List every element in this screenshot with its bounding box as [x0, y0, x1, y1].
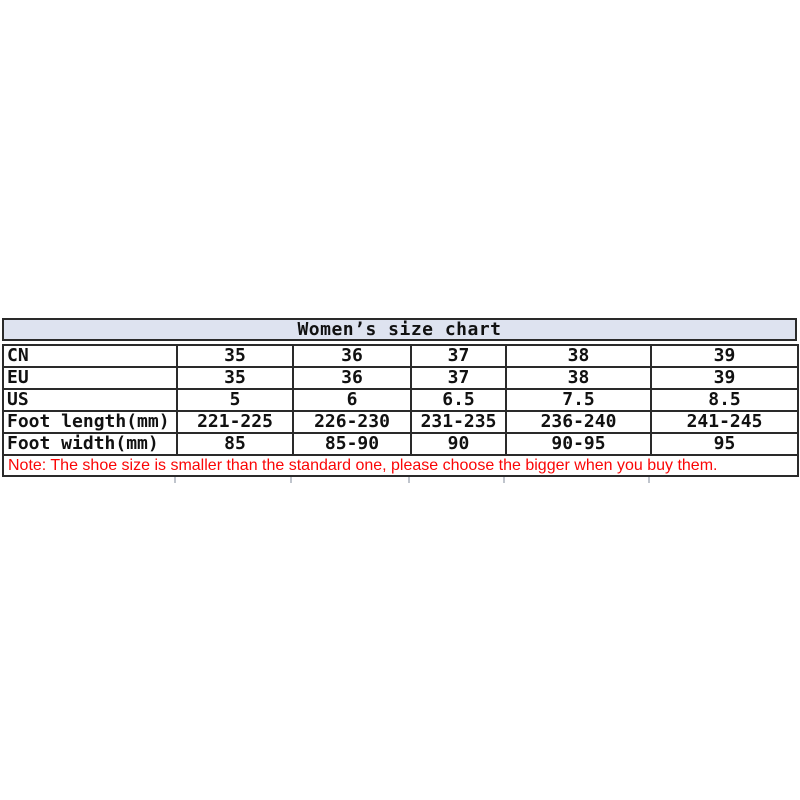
cell-width-5: 95: [651, 433, 798, 455]
cell-eu-35: 35: [177, 367, 293, 389]
cell-eu-38: 38: [506, 367, 651, 389]
table-row-foot-length: [3, 411, 798, 433]
cell-cn-39: 39: [651, 345, 798, 367]
cell-cn-36: 36: [293, 345, 411, 367]
row-label-us: US: [3, 389, 177, 411]
cell-eu-36: 36: [293, 367, 411, 389]
gridline-artifact: [290, 477, 292, 483]
table-row-cn: [3, 345, 798, 367]
cell-us-4: 7.5: [506, 389, 651, 411]
table-title: Women’s size chart: [2, 318, 797, 341]
table-row-us: [3, 389, 798, 411]
table-row-eu: [3, 367, 798, 389]
size-chart-table: [2, 318, 797, 478]
gridline-artifact: [648, 477, 650, 483]
cell-us-2: 6: [293, 389, 411, 411]
cell-length-5: 241-245: [651, 411, 798, 433]
table-row-foot-width: [3, 433, 798, 455]
row-label-cn: CN: [3, 345, 177, 367]
cell-length-4: 236-240: [506, 411, 651, 433]
cell-us-5: 8.5: [651, 389, 798, 411]
row-label-eu: EU: [3, 367, 177, 389]
gridline-artifact: [174, 477, 176, 483]
cell-width-4: 90-95: [506, 433, 651, 455]
row-label-foot-width: Foot width(mm): [3, 433, 177, 455]
cell-eu-37: 37: [411, 367, 506, 389]
cell-cn-38: 38: [506, 345, 651, 367]
cell-width-2: 85-90: [293, 433, 411, 455]
cell-cn-37: 37: [411, 345, 506, 367]
size-table-grid: [2, 344, 799, 477]
cell-cn-35: 35: [177, 345, 293, 367]
cell-length-2: 226-230: [293, 411, 411, 433]
cell-length-1: 221-225: [177, 411, 293, 433]
cell-width-3: 90: [411, 433, 506, 455]
gridline-artifact: [408, 477, 410, 483]
cell-us-1: 5: [177, 389, 293, 411]
row-label-foot-length: Foot length(mm): [3, 411, 177, 433]
cell-us-3: 6.5: [411, 389, 506, 411]
note-text: Note: The shoe size is smaller than the standard one, please choose the bigger when you buy them.: [3, 455, 798, 476]
cell-eu-39: 39: [651, 367, 798, 389]
table-row-note: [3, 455, 798, 476]
cell-length-3: 231-235: [411, 411, 506, 433]
cell-width-1: 85: [177, 433, 293, 455]
gridline-artifact: [503, 477, 505, 483]
